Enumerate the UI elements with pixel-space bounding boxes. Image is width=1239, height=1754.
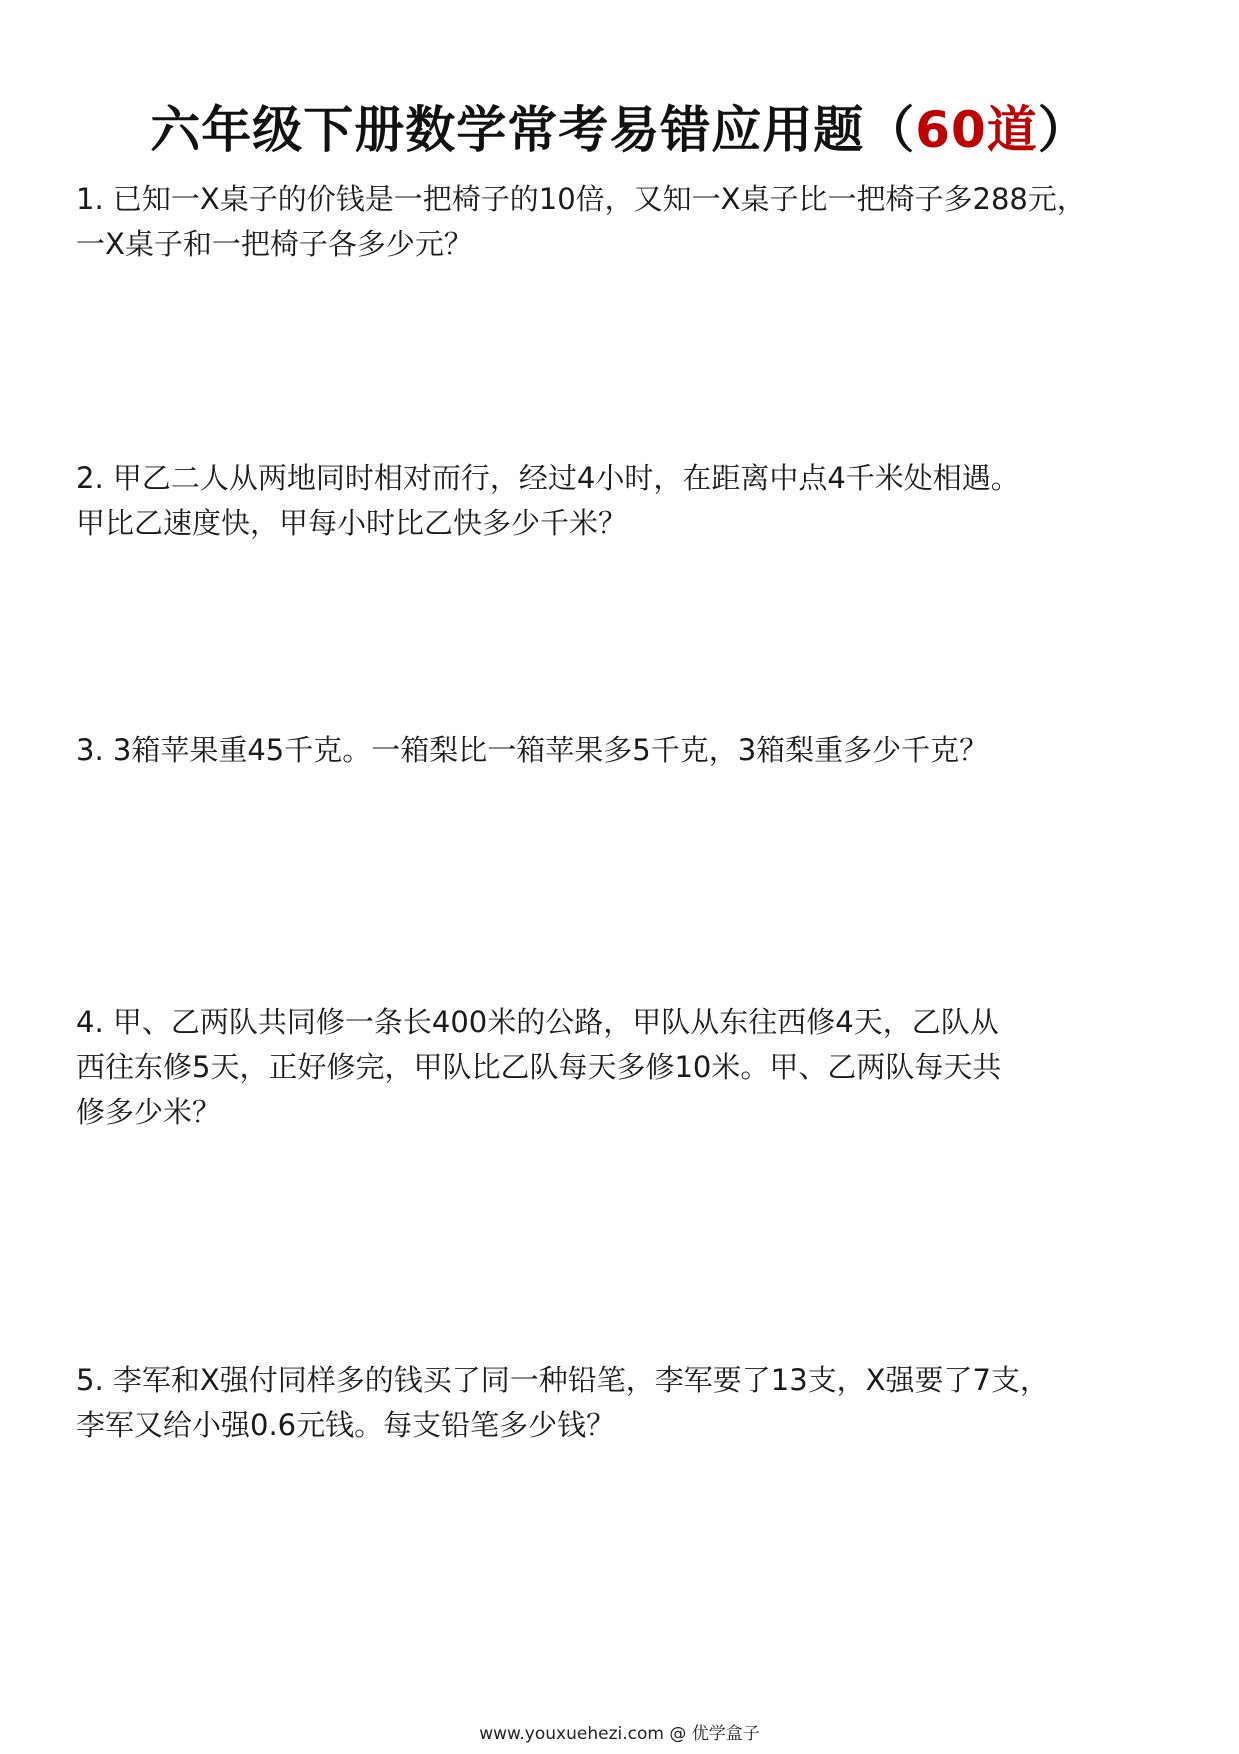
title-text: 六年级下册数学常考易错应用题 <box>150 101 865 159</box>
problem-line: 3. 3箱苹果重45千克。一箱梨比一箱苹果多5千克，3箱梨重多少千克？ <box>76 733 989 767</box>
problem-1 <box>76 177 1176 267</box>
problem-line: 修多少米？ <box>76 1095 222 1129</box>
problem-5 <box>76 1358 1176 1448</box>
problem-3 <box>76 728 1176 773</box>
problem-line: 甲比乙速度快，甲每小时比乙快多少千米？ <box>76 506 628 540</box>
problem-line: 5. 李军和X强付同样多的钱买了同一种铅笔，李军要了13支，X强要了7支， <box>76 1363 1049 1397</box>
problem-line: 2. 甲乙二人从两地同时相对而行，经过4小时，在距离中点4千米处相遇。 <box>76 461 1020 495</box>
page-title <box>0 92 1239 168</box>
footer-watermark: www.youxuehezi.com @ 优学盒子 <box>479 1724 760 1744</box>
title-open-paren: （ <box>864 101 916 159</box>
problem-line: 1. 已知一X桌子的价钱是一把椅子的10倍，又知一X桌子比一把椅子多288元， <box>76 182 1086 216</box>
problem-4 <box>76 1000 1176 1135</box>
problem-2 <box>76 456 1176 546</box>
title-close-paren: ） <box>1037 101 1089 159</box>
problem-line: 李军又给小强0.6元钱。每支铅笔多少钱？ <box>76 1408 616 1442</box>
problem-line: 西往东修5天，正好修完，甲队比乙队每天多修10米。甲、乙两队每天共 <box>76 1050 1002 1084</box>
problem-line: 一X桌子和一把椅子各多少元？ <box>76 227 473 261</box>
problem-line: 4. 甲、乙两队共同修一条长400米的公路，甲队从东往西修4天，乙队从 <box>76 1005 999 1039</box>
title-count: 60道 <box>915 101 1038 159</box>
